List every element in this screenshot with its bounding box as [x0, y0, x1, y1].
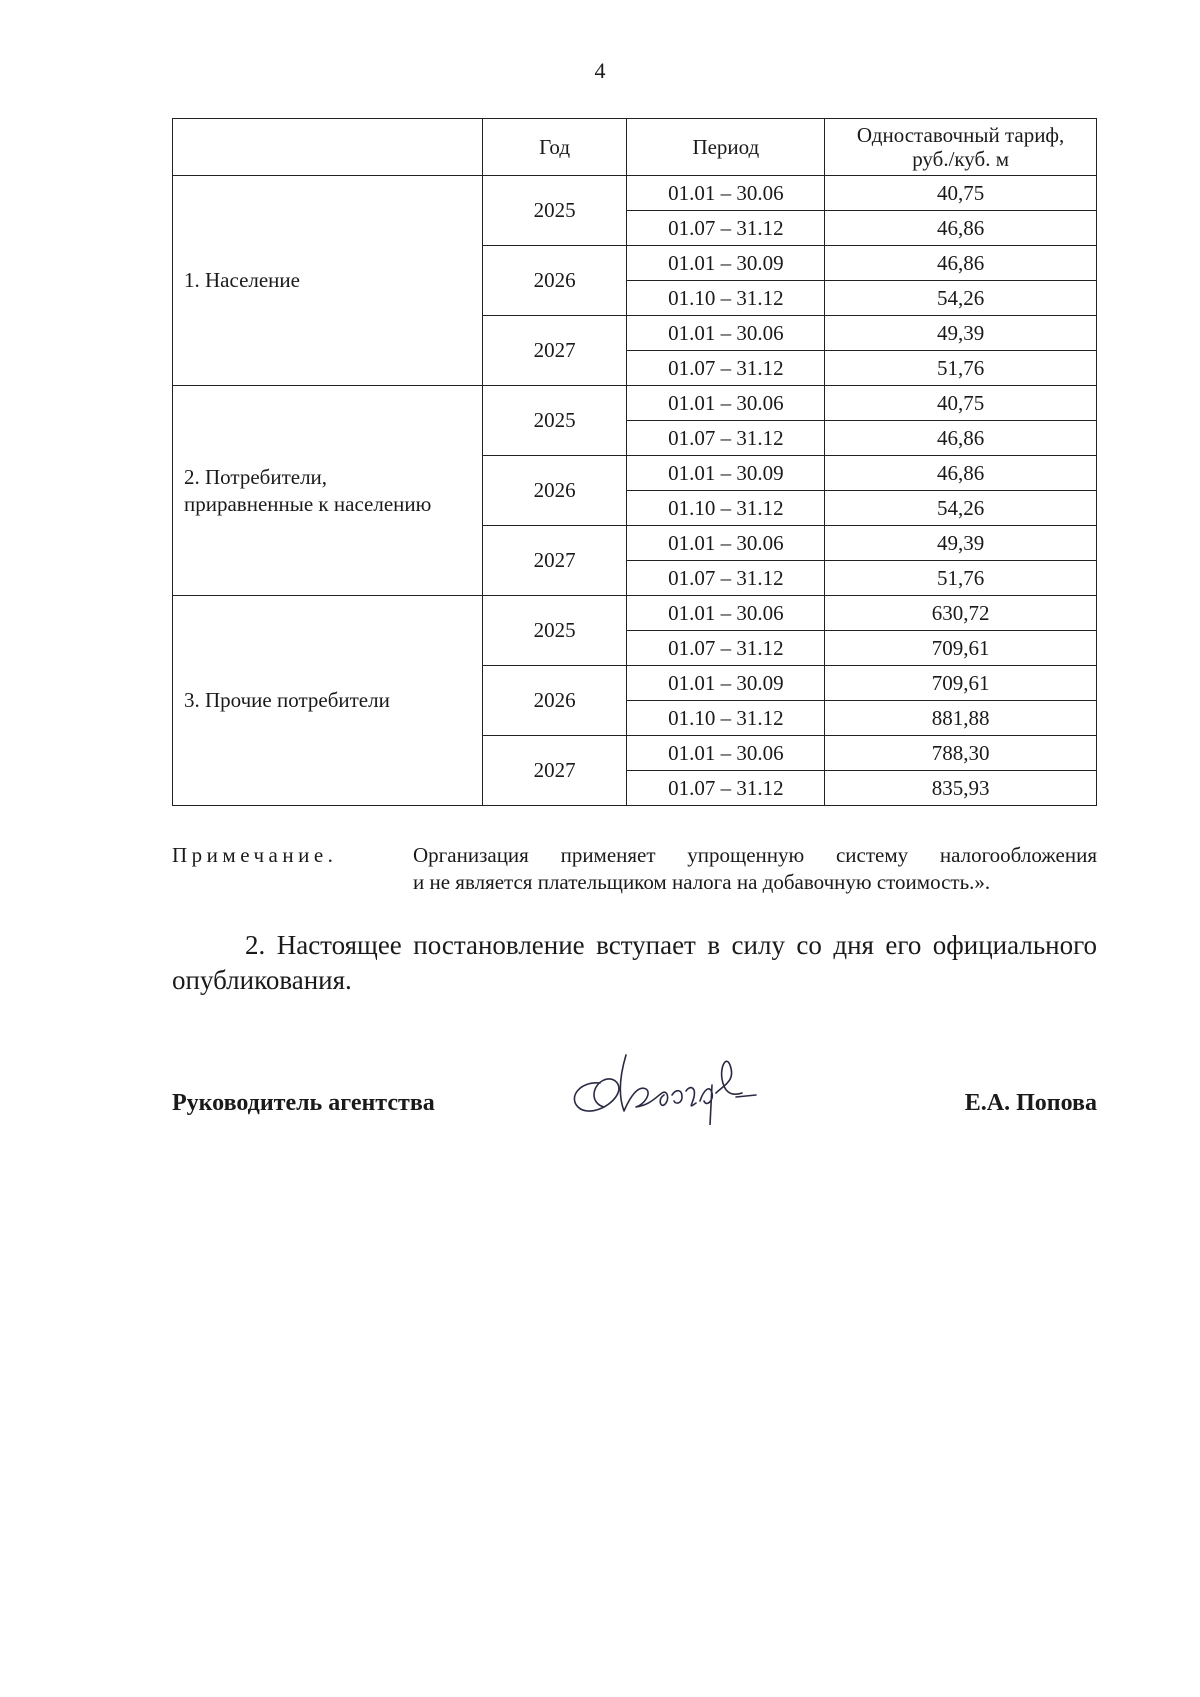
- period-cell: 01.07 – 31.12: [627, 351, 825, 386]
- period-cell: 01.07 – 31.12: [627, 631, 825, 666]
- category-name-cont: приравненные к населению: [184, 491, 432, 516]
- tariff-cell: 788,30: [825, 736, 1097, 771]
- period-cell: 01.01 – 30.06: [627, 596, 825, 631]
- category-name: 3. Прочие потребители: [184, 688, 390, 712]
- period-cell: 01.01 – 30.09: [627, 246, 825, 281]
- tariff-cell: 51,76: [825, 561, 1097, 596]
- header-year: Год: [482, 119, 627, 176]
- signatory-name: Е.А. Попова: [964, 1090, 1097, 1116]
- tariff-cell: 49,39: [825, 526, 1097, 561]
- header-tariff-line2: руб./куб. м: [912, 147, 1010, 171]
- handwritten-signature: [560, 1045, 770, 1125]
- period-cell: 01.01 – 30.06: [627, 316, 825, 351]
- table-header-row: [173, 119, 1097, 176]
- table-row: [173, 596, 1097, 631]
- year-cell: 2025: [482, 386, 627, 456]
- tariff-cell: 709,61: [825, 631, 1097, 666]
- period-cell: 01.10 – 31.12: [627, 281, 825, 316]
- period-cell: 01.07 – 31.12: [627, 211, 825, 246]
- period-cell: 01.07 – 31.12: [627, 421, 825, 456]
- tariff-cell: 49,39: [825, 316, 1097, 351]
- header-period: Период: [627, 119, 825, 176]
- year-cell: 2026: [482, 456, 627, 526]
- tariff-cell: 46,86: [825, 456, 1097, 491]
- category-cell: [173, 596, 483, 806]
- note-text-line2: и не является плательщиком налога на добавочную стоимость.».: [413, 870, 991, 894]
- category-name: 2. Потребители,: [184, 464, 328, 489]
- tariff-cell: 881,88: [825, 701, 1097, 736]
- tariff-cell: 709,61: [825, 666, 1097, 701]
- year-cell: 2027: [482, 526, 627, 596]
- period-cell: 01.01 – 30.06: [627, 176, 825, 211]
- tariff-cell: 40,75: [825, 386, 1097, 421]
- category-cell: [173, 176, 483, 386]
- period-cell: 01.01 – 30.06: [627, 526, 825, 561]
- period-cell: 01.01 – 30.09: [627, 666, 825, 701]
- year-cell: 2026: [482, 666, 627, 736]
- year-cell: 2025: [482, 176, 627, 246]
- tariff-cell: 46,86: [825, 246, 1097, 281]
- table-row: [173, 386, 1097, 421]
- year-cell: 2027: [482, 736, 627, 806]
- period-cell: 01.10 – 31.12: [627, 701, 825, 736]
- tariff-cell: 51,76: [825, 351, 1097, 386]
- tariff-table: [172, 118, 1097, 806]
- category-cell: [173, 386, 483, 596]
- tariff-cell: 54,26: [825, 281, 1097, 316]
- tariff-cell: 46,86: [825, 421, 1097, 456]
- note-label: Примечание.: [172, 843, 338, 867]
- tariff-cell: 630,72: [825, 596, 1097, 631]
- period-cell: 01.07 – 31.12: [627, 771, 825, 806]
- period-cell: 01.01 – 30.09: [627, 456, 825, 491]
- page-number: 4: [594, 58, 606, 83]
- category-name: 1. Население: [184, 268, 300, 292]
- note-text-line1: Организация применяет упрощенную систему налогообложения: [413, 843, 1097, 867]
- period-cell: 01.01 – 30.06: [627, 386, 825, 421]
- year-cell: 2026: [482, 246, 627, 316]
- tariff-cell: 835,93: [825, 771, 1097, 806]
- year-cell: 2027: [482, 316, 627, 386]
- header-tariff-line1: Одноставочный тариф,: [856, 123, 1065, 147]
- header-category: [173, 119, 483, 176]
- table-row: [173, 176, 1097, 211]
- period-cell: 01.01 – 30.06: [627, 736, 825, 771]
- tariff-cell: 54,26: [825, 491, 1097, 526]
- signatory-title: Руководитель агентства: [172, 1090, 435, 1116]
- period-cell: 01.10 – 31.12: [627, 491, 825, 526]
- period-cell: 01.07 – 31.12: [627, 561, 825, 596]
- tariff-cell: 46,86: [825, 211, 1097, 246]
- tariff-cell: 40,75: [825, 176, 1097, 211]
- header-tariff: [825, 119, 1097, 176]
- year-cell: 2025: [482, 596, 627, 666]
- clause-paragraph: 2. Настоящее постановление вступает в силу со дня его официального опубликования.: [172, 930, 1097, 995]
